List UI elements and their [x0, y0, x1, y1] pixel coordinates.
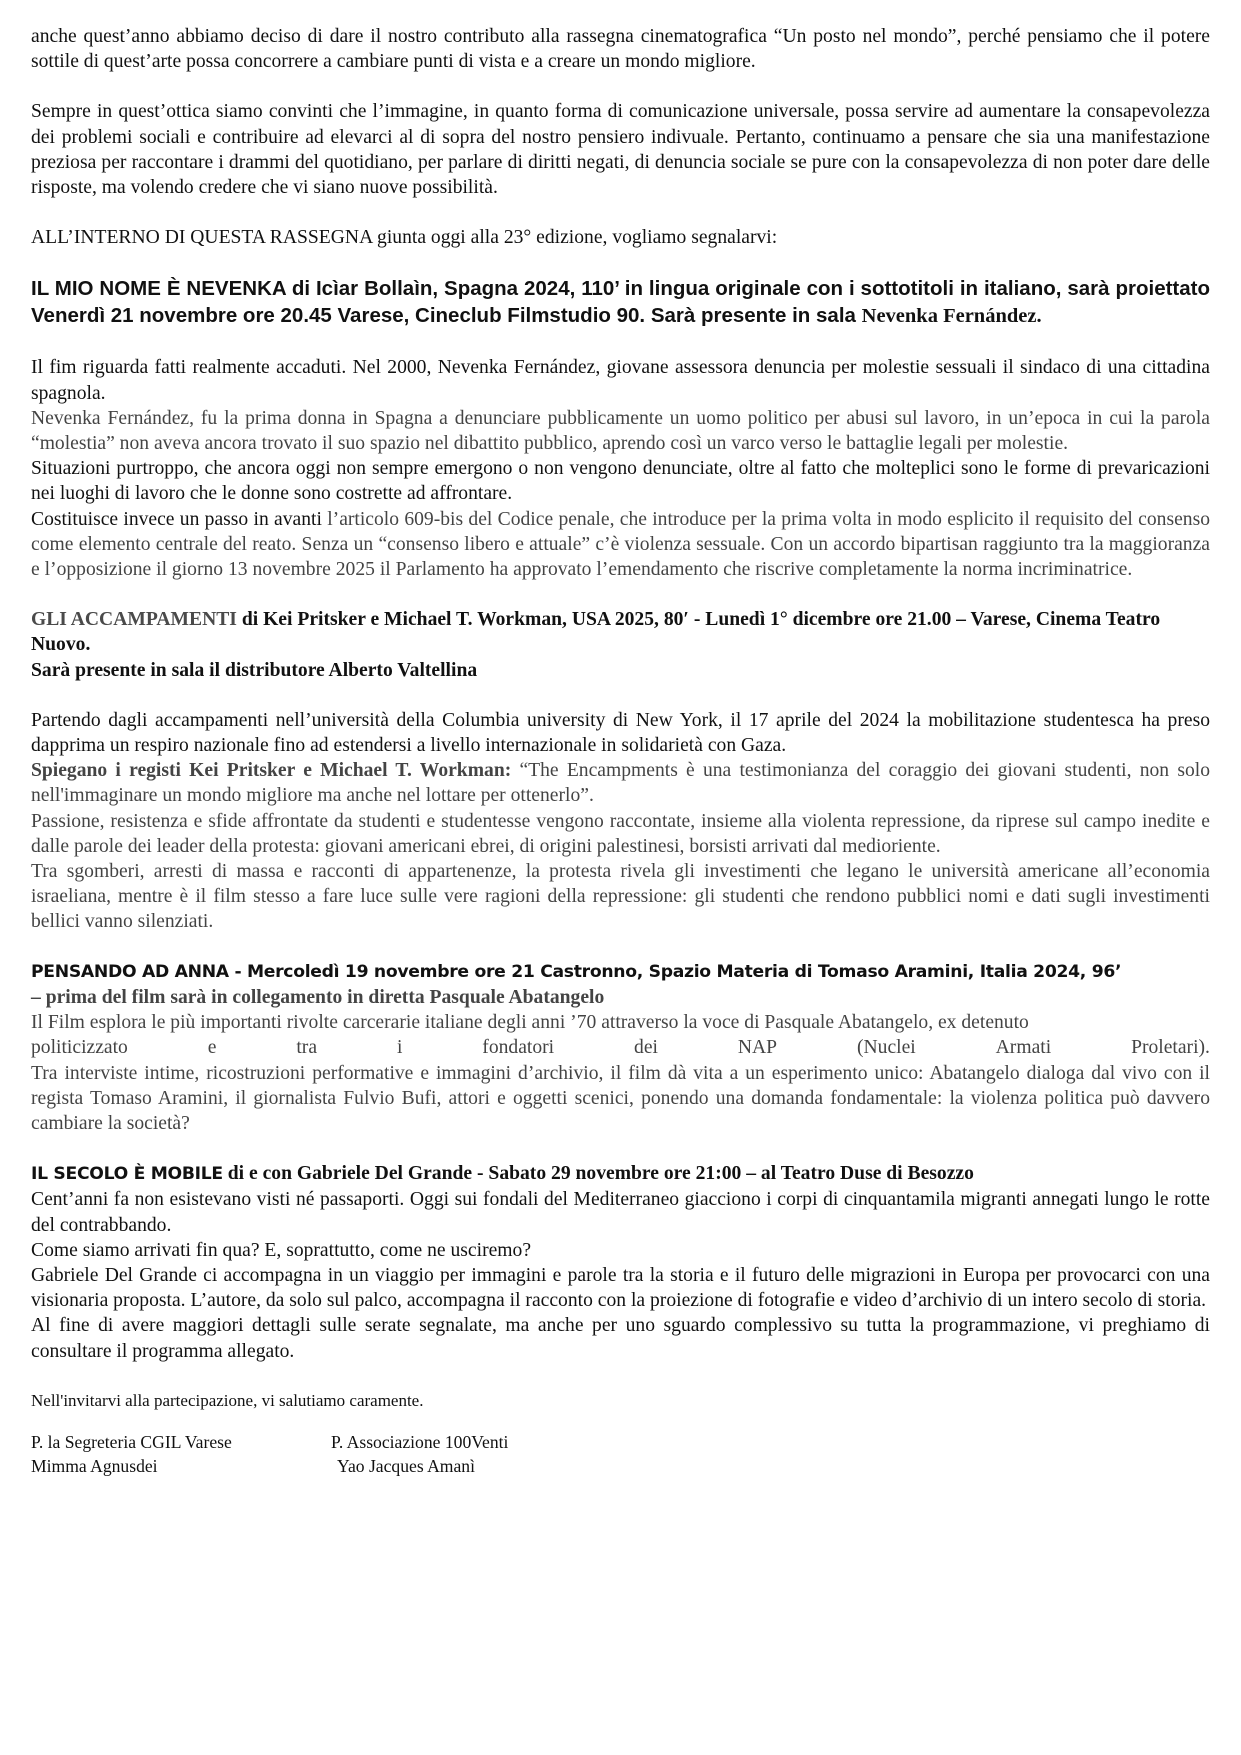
- film2-paragraph-1: Partendo dagli accampamenti nell’università della Columbia university di New York, il 17 aprile del 2024 la mobilitazione studentesca ha preso dapprima un respiro nazionale fino ad estendersi a livello internazionale in solidarietà con Gaza.: [31, 709, 1210, 757]
- nap-word: Proletari).: [1131, 1037, 1210, 1059]
- nap-word: fondatori: [482, 1037, 555, 1059]
- signatures: [31, 1430, 1210, 1478]
- film1-paragraph-4: [31, 507, 1210, 583]
- film3-paragraph-1a: Il Film esplora le più importanti rivolte carcerarie italiane degli anni ’70 attraverso la voce di Pasquale Abatangelo, ex detenuto: [31, 1012, 1029, 1034]
- letter-page: [31, 24, 1210, 1478]
- film3-heading-line2: – prima del film sarà in collegamento in diretta Pasquale Abatangelo: [31, 986, 605, 1008]
- film1-paragraph-3: Situazioni purtroppo, che ancora oggi non sempre emergono o non vengono denunciate, oltre al fatto che molteplici sono le forme di prevaricazioni nei luoghi di lavoro che le donne sono costrette ad affrontare.: [31, 458, 1210, 505]
- film4-paragraph-3: Gabriele Del Grande ci accompagna in un viaggio per immagini e parole tra la storia e il futuro delle migrazioni in Europa per provocarci con una visionaria proposta. L’autore, da solo sul palco, accompagna il racconto con la proiezione di fotografie e video d’archivio di un intero secolo di storia.: [31, 1264, 1210, 1312]
- nap-word: i: [396, 1037, 403, 1059]
- film4-heading: [31, 1161, 1210, 1187]
- film1-heading-text: IL MIO NOME È NEVENKA di Icìar Bollaìn, Spagna 2024, 110’ in lingua originale con i sottotitoli in italiano, sarà proiettato Venerdì 21 novembre ore 20.45 Varese, Cineclub Filmstudio 90. Sarà presente in sala: [31, 277, 1210, 328]
- film2-title: GLI ACCAMPAMENTI: [31, 609, 237, 631]
- intro-paragraph-3: ALL’INTERNO DI QUESTA RASSEGNA giunta oggi alla 23° edizione, vogliamo segnalarvi:: [31, 227, 778, 249]
- film2-heading: [31, 607, 1210, 657]
- film2-guest: Sarà presente in sala il distributore Alberto Valtellina: [31, 659, 478, 681]
- film2-paragraph-3: Passione, resistenza e sfide affrontate da studenti e studentesse vengono raccontate, insieme alla violenta repressione, da riprese sul campo inedite e dalle parole dei leader della protesta: giovani americani ebrei, di origini palestinesi, borsisti arrivati dal medioriente.: [31, 810, 1210, 857]
- film1-paragraph-4-body: l’articolo 609-bis del Codice penale, che introduce per la prima volta in modo esplicito il requisito del consenso come elemento centrale del reato. Senza un “consenso libero e attuale” c’è violenza sessuale. Con un accordo bipartisan raggiunto tra la maggioranza e l’opposizione il giorno 13 novembre 2025 il Parlamento ha approvato l’emendamento che riscrive completamente la norma incriminatrice.: [31, 508, 1210, 581]
- nap-word: Armati: [995, 1037, 1052, 1059]
- signature-100venti: [331, 1430, 508, 1478]
- nap-word: politicizzato: [31, 1037, 128, 1059]
- signature-cgil: [31, 1430, 331, 1478]
- film1-guest: Nevenka Fernández.: [861, 305, 1042, 328]
- intro-paragraph-2: Sempre in quest’ottica siamo convinti che l’immagine, in quanto forma di comunicazione universale, possa servire ad aumentare la consapevolezza dei problemi sociali e contribuire ad elevarci al di sopra del nostro pensiero indivuale. Pertanto, continuamo a pensare che sia una manifestazione preziosa per raccontare i drammi del quotidiano, per parlare di diritti negati, di denuncia sociale se pure con la consapevolezza di non poter dare delle risposte, ma volendo credere che vi siano nuove possibilità.: [31, 101, 1210, 199]
- nap-word: (Nuclei: [856, 1037, 916, 1059]
- film1-paragraph-4-intro: Costituisce invece un passo in avanti: [31, 508, 322, 530]
- closing-greeting: Nell'invitarvi alla partecipazione, vi salutiamo caramente.: [31, 1390, 424, 1410]
- nap-word: dei: [634, 1037, 658, 1059]
- film4-paragraph-4: Al fine di avere maggiori dettagli sulle serate segnalate, ma anche per uno sguardo complessivo su tutta la programmazione, vi preghiamo di consultare il programma allegato.: [31, 1315, 1210, 1362]
- signature-org: P. la Segreteria CGIL Varese: [31, 1431, 232, 1452]
- film4-paragraph-2: Come siamo arrivati fin qua? E, soprattutto, come ne usciremo?: [31, 1239, 532, 1261]
- nap-word: e: [207, 1037, 217, 1059]
- film4-title: IL SECOLO È MOBILE: [31, 1164, 223, 1185]
- signature-org: P. Associazione 100Venti: [331, 1431, 509, 1452]
- signature-name: Yao Jacques Amanì: [337, 1455, 475, 1476]
- film1-paragraph-2: Nevenka Fernández, fu la prima donna in Spagna a denunciare pubblicamente un uomo politico per abusi sul lavoro, in un’epoca in cui la parola “molestia” non aveva ancora trovato il suo spazio nel dibattito pubblico, aprendo così un varco verso le battaglie legali per molestie.: [31, 407, 1210, 455]
- film1-paragraph-1: Il fim riguarda fatti realmente accaduti. Nel 2000, Nevenka Fernández, giovane assessora denuncia per molestie sessuali il sindaco di una cittadina spagnola.: [31, 357, 1210, 404]
- film1-heading: [31, 275, 1210, 330]
- film3-paragraph-2: Tra interviste intime, ricostruzioni performative e immagini d’archivio, il film dà vita a un esperimento unico: Abatangelo dialoga dal vivo con il regista Tomaso Aramini, il giornalista Fulvio Bufi, attori e oggetti scenici, ponendo una domanda fondamentale: la violenza politica può davvero cambiare la società?: [31, 1062, 1210, 1134]
- film4-paragraph-1: Cent’anni fa non esistevano visti né passaporti. Oggi sui fondali del Mediterraneo giacciono i corpi di cinquantamila migranti annegati lungo le rotte del contrabbando.: [31, 1189, 1210, 1236]
- film2-directors-quote: “The Encampments è una testimonianza del coraggio dei giovani studenti, non solo nell'immaginare un mondo migliore ma anche nel lottare per ottenerlo”.: [31, 760, 1210, 807]
- film2-paragraph-2: [31, 758, 1210, 808]
- nap-word: NAP: [737, 1037, 778, 1059]
- film2-heading-details: di Kei Pritsker e Michael T. Workman, USA 2025, 80′ - Lunedì 1° dicembre ore 21.00 – Varese, Cinema Teatro Nuovo.: [31, 609, 1161, 656]
- film2-paragraph-4: Tra sgomberi, arresti di massa e racconti di appartenenze, la protesta rivela gli investimenti che legano le università americane all’economia israeliana, mentre è il film stesso a fare luce sulle vere ragioni della repressione: gli studenti che rendono pubblici nomi e dati sugli investimenti bellici vanno silenziati.: [31, 861, 1210, 933]
- film3-paragraph-1b: [31, 1035, 1210, 1060]
- signature-name: Mimma Agnusdei: [31, 1455, 158, 1476]
- intro-paragraph-1: anche quest’anno abbiamo deciso di dare il nostro contributo alla rassegna cinematografica “Un posto nel mondo”, perché pensiamo che il potere sottile di quest’arte possa concorrere a cambiare punti di vista e a creare un mondo migliore.: [31, 26, 1210, 73]
- film3-heading: PENSANDO AD ANNA - Mercoledì 19 novembre ore 21 Castronno, Spazio Materia di Tomaso Aramini, Italia 2024, 96’: [31, 961, 1122, 982]
- film4-heading-details: di e con Gabriele Del Grande - Sabato 29 novembre ore 21:00 – al Teatro Duse di Besozzo: [227, 1163, 974, 1185]
- film2-directors-label: Spiegano i registi Kei Pritsker e Michael T. Workman:: [31, 760, 512, 782]
- nap-word: tra: [296, 1037, 318, 1059]
